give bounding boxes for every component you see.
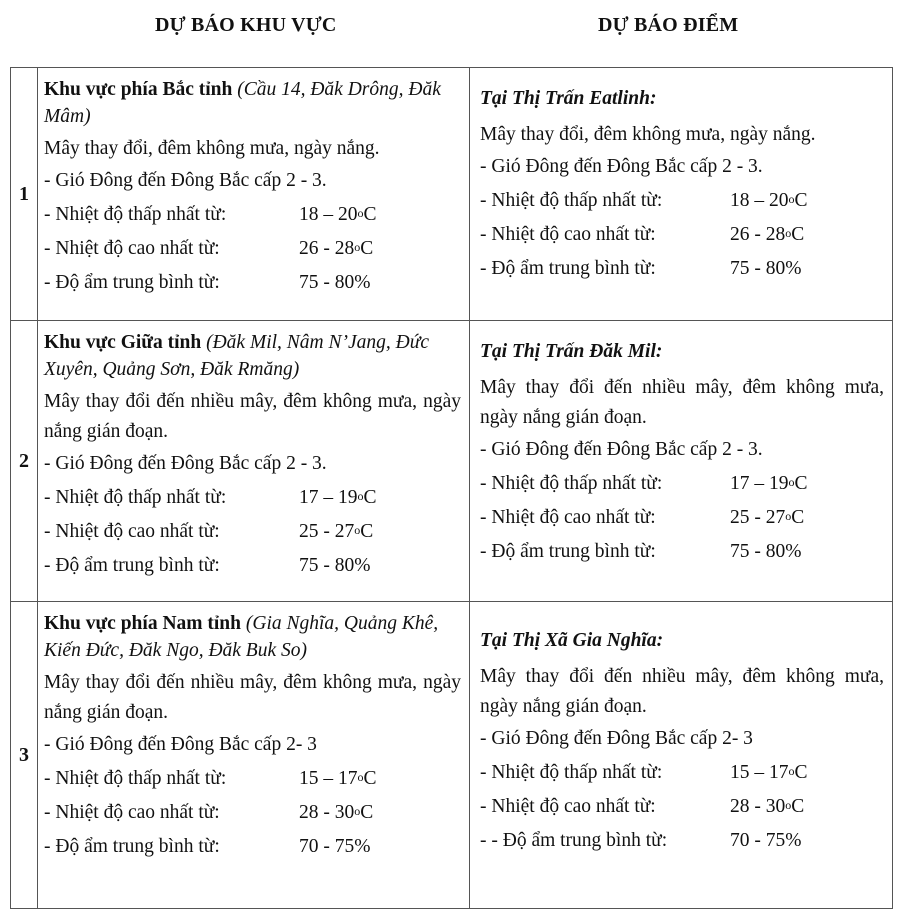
min-temp-line (480, 184, 884, 218)
humidity-line (44, 266, 461, 300)
min-temp-label: - Nhiệt độ thấp nhất từ: (480, 190, 663, 211)
temp-unit: C (791, 224, 805, 245)
humidity-line (480, 535, 884, 569)
humidity-label: - Độ ẩm trung bình từ: (44, 272, 220, 293)
area-places: (Gia Nghĩa, Quảng Khê, Kiến Đức, Đăk Ngo, Đăk Buk So) (44, 613, 439, 661)
max-temp-label: - Nhiệt độ cao nhất từ: (44, 238, 220, 259)
degree-mark: o (788, 764, 795, 778)
humidity-line (44, 549, 461, 583)
min-temp-value: 15 – 17 (730, 762, 789, 783)
humidity-line (480, 824, 884, 858)
forecast-row (11, 602, 893, 909)
min-temp-label: - Nhiệt độ thấp nhất từ: (44, 487, 227, 508)
degree-mark: o (357, 770, 364, 784)
wind-line: - Gió Đông đến Đông Bắc cấp 2 - 3. (480, 439, 763, 460)
forecast-table (10, 67, 893, 909)
weather-description: Mây thay đổi đến nhiều mây, đêm không mưa, ngày nắng gián đoạn. (44, 391, 461, 442)
humidity-value: 75 - 80% (299, 555, 371, 576)
area-forecast-heading: DỰ BÁO KHU VỰC (155, 14, 337, 36)
area-name: Khu vực phía Nam tỉnh (44, 613, 241, 634)
weather-description: Mây thay đổi, đêm không mưa, ngày nắng. (44, 138, 380, 159)
row-number: 2 (11, 321, 38, 602)
min-temp-value: 15 – 17 (299, 768, 358, 789)
max-temp-line (44, 796, 461, 830)
min-temp-label: - Nhiệt độ thấp nhất từ: (480, 473, 663, 494)
max-temp-label: - Nhiệt độ cao nhất từ: (480, 507, 656, 528)
temp-unit: C (791, 507, 805, 528)
min-temp-value: 18 – 20 (730, 190, 789, 211)
weather-description: Mây thay đổi đến nhiều mây, đêm không mưa, ngày nắng gián đoạn. (480, 377, 884, 428)
humidity-label: - - Độ ẩm trung bình từ: (480, 830, 668, 851)
degree-mark: o (357, 206, 364, 220)
wind-line: - Gió Đông đến Đông Bắc cấp 2 - 3. (480, 156, 763, 177)
max-temp-line (44, 515, 461, 549)
area-forecast-cell (38, 321, 470, 602)
max-temp-line (480, 218, 884, 252)
area-name: Khu vực Giữa tỉnh (44, 332, 202, 353)
max-temp-line (480, 501, 884, 535)
area-name: Khu vực phía Bắc tỉnh (44, 79, 233, 100)
humidity-value: 70 - 75% (730, 830, 802, 851)
area-forecast-cell (38, 68, 470, 321)
min-temp-line (44, 198, 461, 232)
degree-mark: o (788, 192, 795, 206)
degree-mark: o (354, 523, 361, 537)
temp-unit: C (360, 521, 374, 542)
min-temp-line (44, 481, 461, 515)
weather-description: Mây thay đổi, đêm không mưa, ngày nắng. (480, 124, 816, 145)
min-temp-line (44, 762, 461, 796)
point-title: Tại Thị Xã Gia Nghĩa: (480, 630, 664, 651)
temp-unit: C (360, 802, 374, 823)
min-temp-label: - Nhiệt độ thấp nhất từ: (44, 204, 227, 225)
degree-mark: o (354, 804, 361, 818)
area-title (44, 76, 461, 130)
temp-unit: C (794, 190, 808, 211)
row-number: 3 (11, 602, 38, 909)
humidity-line (44, 830, 461, 864)
max-temp-value: 26 - 28 (730, 224, 786, 245)
max-temp-value: 28 - 30 (299, 802, 355, 823)
min-temp-label: - Nhiệt độ thấp nhất từ: (480, 762, 663, 783)
area-forecast-cell (38, 602, 470, 909)
humidity-label: - Độ ẩm trung bình từ: (44, 555, 220, 576)
humidity-label: - Độ ẩm trung bình từ: (44, 836, 220, 857)
humidity-value: 70 - 75% (299, 836, 371, 857)
area-places: (Cầu 14, Đăk Drông, Đăk Mâm) (44, 79, 441, 127)
forecast-row (11, 68, 893, 321)
max-temp-label: - Nhiệt độ cao nhất từ: (44, 802, 220, 823)
temp-unit: C (791, 796, 805, 817)
max-temp-label: - Nhiệt độ cao nhất từ: (44, 521, 220, 542)
point-title: Tại Thị Trấn Đăk Mil: (480, 341, 663, 362)
wind-line: - Gió Đông đến Đông Bắc cấp 2 - 3. (44, 453, 327, 474)
wind-line: - Gió Đông đến Đông Bắc cấp 2- 3 (44, 734, 317, 755)
humidity-line (480, 252, 884, 286)
degree-mark: o (354, 240, 361, 254)
temp-unit: C (794, 762, 808, 783)
area-title (44, 610, 461, 664)
humidity-value: 75 - 80% (730, 258, 802, 279)
max-temp-value: 28 - 30 (730, 796, 786, 817)
max-temp-label: - Nhiệt độ cao nhất từ: (480, 796, 656, 817)
min-temp-label: - Nhiệt độ thấp nhất từ: (44, 768, 227, 789)
point-forecast-cell (470, 68, 893, 321)
weather-description: Mây thay đổi đến nhiều mây, đêm không mưa, ngày nắng gián đoạn. (480, 666, 884, 717)
degree-mark: o (785, 226, 792, 240)
temp-unit: C (363, 487, 377, 508)
temp-unit: C (360, 238, 374, 259)
humidity-label: - Độ ẩm trung bình từ: (480, 541, 656, 562)
degree-mark: o (788, 475, 795, 489)
temp-unit: C (363, 204, 377, 225)
max-temp-value: 25 - 27 (730, 507, 786, 528)
min-temp-value: 17 – 19 (299, 487, 358, 508)
min-temp-value: 18 – 20 (299, 204, 358, 225)
weather-description: Mây thay đổi đến nhiều mây, đêm không mưa, ngày nắng gián đoạn. (44, 672, 461, 723)
humidity-value: 75 - 80% (299, 272, 371, 293)
area-title (44, 329, 461, 383)
row-number: 1 (11, 68, 38, 321)
min-temp-value: 17 – 19 (730, 473, 789, 494)
wind-line: - Gió Đông đến Đông Bắc cấp 2- 3 (480, 728, 753, 749)
max-temp-line (44, 232, 461, 266)
degree-mark: o (785, 798, 792, 812)
max-temp-value: 25 - 27 (299, 521, 355, 542)
max-temp-line (480, 790, 884, 824)
point-title: Tại Thị Trấn Eatlinh: (480, 88, 657, 109)
humidity-label: - Độ ẩm trung bình từ: (480, 258, 656, 279)
min-temp-line (480, 467, 884, 501)
forecast-row (11, 321, 893, 602)
temp-unit: C (363, 768, 377, 789)
degree-mark: o (785, 509, 792, 523)
min-temp-line (480, 756, 884, 790)
max-temp-label: - Nhiệt độ cao nhất từ: (480, 224, 656, 245)
area-places: (Đăk Mil, Nâm N’Jang, Đức Xuyên, Quảng Sơn, Đăk Rmăng) (44, 332, 430, 380)
temp-unit: C (794, 473, 808, 494)
max-temp-value: 26 - 28 (299, 238, 355, 259)
degree-mark: o (357, 489, 364, 503)
humidity-value: 75 - 80% (730, 541, 802, 562)
wind-line: - Gió Đông đến Đông Bắc cấp 2 - 3. (44, 170, 327, 191)
point-forecast-cell (470, 602, 893, 909)
point-forecast-cell (470, 321, 893, 602)
point-forecast-heading: DỰ BÁO ĐIỂM (598, 14, 739, 36)
